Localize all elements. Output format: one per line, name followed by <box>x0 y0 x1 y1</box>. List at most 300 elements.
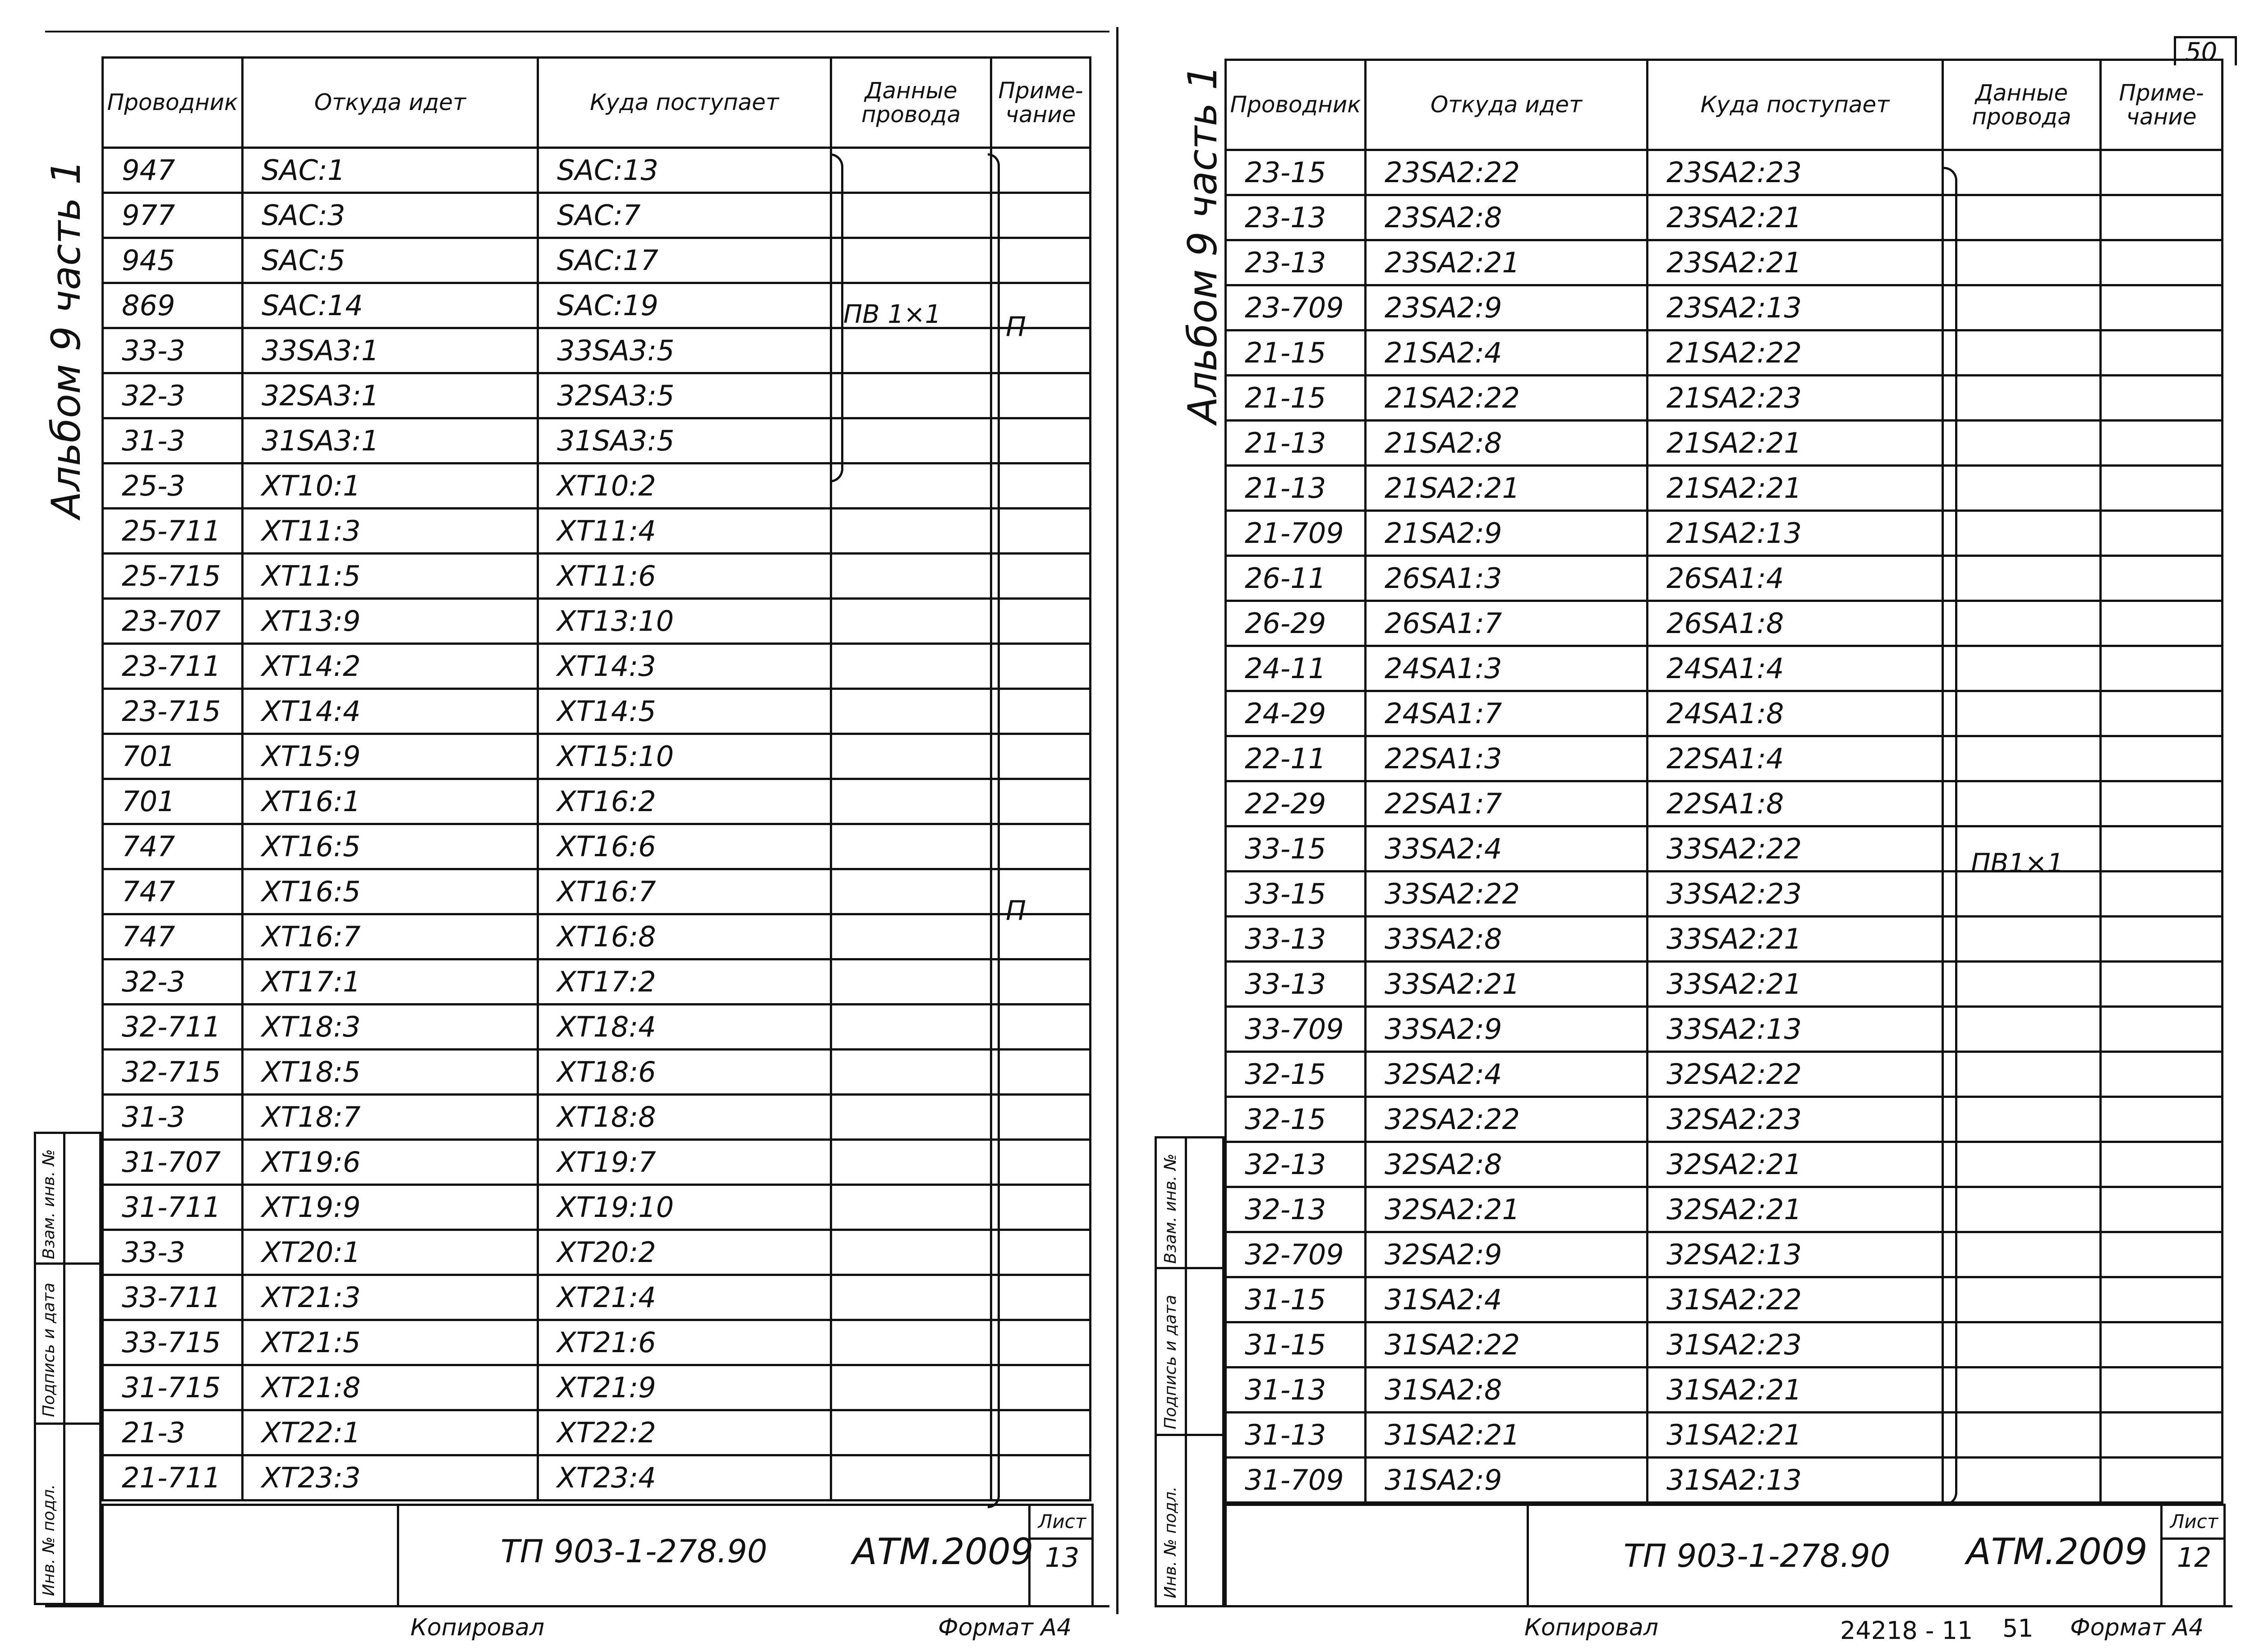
cell-from: 32SA2:8 <box>1366 1142 1648 1187</box>
table-row <box>1226 1007 2223 1052</box>
cell-data <box>1943 962 2101 1007</box>
cell-from: XT16:1 <box>243 779 538 824</box>
cell-to: 26SA1:8 <box>1648 601 1943 646</box>
cell-from: XT18:3 <box>243 1005 538 1050</box>
cell-note <box>991 1095 1091 1140</box>
header-from-right: Откуда идет <box>1366 60 1648 150</box>
table-row <box>103 869 1091 914</box>
header-from: Откуда идет <box>243 58 538 148</box>
cell-note <box>2101 1322 2223 1367</box>
album-caption-right: Альбом 9 часть 1 <box>1179 64 1226 424</box>
cell-from: 33SA2:21 <box>1366 962 1648 1007</box>
cell-note <box>2101 917 2223 962</box>
cell-wire: 701 <box>103 734 243 779</box>
cell-data <box>831 1365 991 1410</box>
table-row <box>1226 826 2223 872</box>
cell-to: XT21:4 <box>538 1275 831 1320</box>
cell-from: 31SA2:8 <box>1366 1367 1648 1413</box>
header-data: Данные провода <box>831 58 991 148</box>
cell-to: 31SA2:21 <box>1648 1367 1943 1413</box>
sheet-box-right <box>2160 1506 2226 1605</box>
sign-date-label: Подпись и дата <box>40 1282 58 1417</box>
table-row <box>103 328 1091 373</box>
cell-note <box>2101 1413 2223 1458</box>
cell-data <box>1943 240 2101 285</box>
cell-note <box>2101 240 2223 285</box>
cell-from: 33SA2:22 <box>1366 872 1648 917</box>
cell-wire: 33-715 <box>103 1320 243 1365</box>
cell-wire: 31-15 <box>1226 1277 1366 1322</box>
cell-from: 33SA2:8 <box>1366 917 1648 962</box>
cell-to: XT14:5 <box>538 689 831 734</box>
cell-from: XT17:1 <box>243 959 538 1005</box>
cell-to: XT16:6 <box>538 824 831 869</box>
cell-to: XT11:4 <box>538 509 831 554</box>
table-row <box>103 824 1091 869</box>
table-row <box>1226 1367 2223 1413</box>
cell-from: 21SA2:9 <box>1366 511 1648 556</box>
table-row <box>103 1185 1091 1230</box>
cell-to: 33SA2:22 <box>1648 826 1943 872</box>
doc-number-right: ТП 903-1-278.90 <box>1624 1537 1891 1574</box>
cell-from: XT14:2 <box>243 644 538 689</box>
cell-from: 22SA1:3 <box>1366 736 1648 781</box>
cell-wire: 21-709 <box>1226 511 1366 556</box>
cell-note <box>991 1185 1091 1230</box>
table-row <box>1226 421 2223 466</box>
cell-wire: 21-15 <box>1226 330 1366 376</box>
table-row <box>103 1230 1091 1275</box>
cell-to: 23SA2:23 <box>1648 150 1943 195</box>
cell-note <box>2101 150 2223 195</box>
cell-from: 32SA2:22 <box>1366 1097 1648 1142</box>
table-row <box>1226 195 2223 240</box>
cell-from: XT11:5 <box>243 554 538 599</box>
table-row <box>103 1365 1091 1410</box>
cell-data <box>831 509 991 554</box>
table-row <box>103 1095 1091 1140</box>
cell-from: 22SA1:7 <box>1366 781 1648 826</box>
cell-note <box>2101 285 2223 330</box>
cell-wire: 21-13 <box>1226 421 1366 466</box>
cell-from: 33SA2:4 <box>1366 826 1648 872</box>
copied-left: Копировал <box>410 1614 545 1641</box>
cell-from: 32SA2:21 <box>1366 1187 1648 1232</box>
cell-from: 23SA2:8 <box>1366 195 1648 240</box>
cell-note <box>2101 195 2223 240</box>
cell-from: XT16:5 <box>243 824 538 869</box>
cell-from: XT16:7 <box>243 914 538 959</box>
cell-data <box>1943 691 2101 736</box>
code-right: АТМ.2009 <box>1966 1531 2148 1573</box>
cell-wire: 32-709 <box>1226 1232 1366 1277</box>
brace-note-1 <box>988 153 1000 1508</box>
cell-note <box>991 599 1091 644</box>
cell-data <box>831 1185 991 1230</box>
cell-to: 33SA3:5 <box>538 328 831 373</box>
cell-wire: 977 <box>103 193 243 238</box>
cell-note <box>2101 1142 2223 1187</box>
format-left: Формат А4 <box>938 1614 1072 1641</box>
cell-wire: 23-13 <box>1226 240 1366 285</box>
cell-data <box>1943 1052 2101 1097</box>
cell-from: SAC:3 <box>243 193 538 238</box>
cell-to: XT19:10 <box>538 1185 831 1230</box>
top-border <box>45 31 1109 32</box>
cell-from: XT19:9 <box>243 1185 538 1230</box>
cell-wire: 32-3 <box>103 959 243 1005</box>
cell-to: 21SA2:21 <box>1648 421 1943 466</box>
cell-note <box>2101 962 2223 1007</box>
cell-to: 21SA2:21 <box>1648 466 1943 511</box>
table-row <box>103 418 1091 463</box>
cell-wire: 947 <box>103 148 243 193</box>
inv-sub-label-right: Инв. № подл. <box>1161 1486 1180 1598</box>
cell-from: XT21:3 <box>243 1275 538 1320</box>
cell-to: 31SA2:23 <box>1648 1322 1943 1367</box>
header-data-right: Данные провода <box>1943 60 2101 150</box>
cell-to: XT18:4 <box>538 1005 831 1050</box>
table-row <box>1226 962 2223 1007</box>
cell-wire: 33-711 <box>103 1275 243 1320</box>
cell-data <box>1943 1232 2101 1277</box>
cell-data <box>831 959 991 1005</box>
format-right: Формат А4 <box>2070 1614 2204 1641</box>
cell-data <box>1943 376 2101 421</box>
cell-from: 23SA2:9 <box>1366 285 1648 330</box>
cell-data <box>831 869 991 914</box>
cell-to: 22SA1:8 <box>1648 781 1943 826</box>
cell-note <box>991 418 1091 463</box>
cell-to: SAC:7 <box>538 193 831 238</box>
cell-wire: 747 <box>103 869 243 914</box>
cell-data <box>1943 1458 2101 1503</box>
cell-to: 23SA2:21 <box>1648 240 1943 285</box>
cell-data <box>831 689 991 734</box>
cell-to: 24SA1:4 <box>1648 646 1943 691</box>
wire-data-right: ПВ1×1 <box>1971 848 2064 878</box>
cell-note <box>2101 781 2223 826</box>
cell-wire: 33-13 <box>1226 962 1366 1007</box>
cell-to: XT16:2 <box>538 779 831 824</box>
cell-data <box>831 148 991 193</box>
swap-inv-label: Взам. инв. № <box>40 1149 58 1259</box>
cell-from: XT21:5 <box>243 1320 538 1365</box>
cell-from: 32SA2:9 <box>1366 1232 1648 1277</box>
header-note: Приме- чание <box>991 58 1091 148</box>
header-to: Куда поступает <box>538 58 831 148</box>
cell-from: 26SA1:3 <box>1366 556 1648 601</box>
cell-data <box>1943 285 2101 330</box>
cell-note <box>991 509 1091 554</box>
cell-data <box>831 1455 991 1501</box>
cell-from: 31SA2:21 <box>1366 1413 1648 1458</box>
cell-from: XT22:1 <box>243 1410 538 1455</box>
cell-wire: 747 <box>103 824 243 869</box>
cell-wire: 24-29 <box>1226 691 1366 736</box>
cell-to: 32SA2:23 <box>1648 1097 1943 1142</box>
table-row <box>103 554 1091 599</box>
cell-wire: 23-13 <box>1226 195 1366 240</box>
cell-to: XT20:2 <box>538 1230 831 1275</box>
table-row <box>103 238 1091 283</box>
cell-to: XT10:2 <box>538 463 831 509</box>
cell-data <box>1943 736 2101 781</box>
cell-wire: 32-711 <box>103 1005 243 1050</box>
cell-note <box>2101 646 2223 691</box>
table-row <box>103 959 1091 1005</box>
cell-wire: 32-15 <box>1226 1052 1366 1097</box>
cell-from: 24SA1:7 <box>1366 691 1648 736</box>
table-row <box>1226 601 2223 646</box>
cell-note <box>991 1455 1091 1501</box>
note-left-2: П <box>1006 895 1026 927</box>
cell-wire: 22-29 <box>1226 781 1366 826</box>
cell-data <box>1943 1277 2101 1322</box>
cell-data <box>1943 421 2101 466</box>
cell-to: XT16:7 <box>538 869 831 914</box>
cell-wire: 32-13 <box>1226 1142 1366 1187</box>
cell-from: 23SA2:22 <box>1366 150 1648 195</box>
cell-data <box>831 1275 991 1320</box>
cell-note <box>2101 872 2223 917</box>
cell-from: SAC:5 <box>243 238 538 283</box>
cell-note <box>2101 1232 2223 1277</box>
cell-wire: 31-13 <box>1226 1367 1366 1413</box>
table-row <box>1226 872 2223 917</box>
cell-to: 31SA2:13 <box>1648 1458 1943 1503</box>
table-body-left <box>103 148 1091 1501</box>
header-to-right: Куда поступает <box>1648 60 1943 150</box>
table-row <box>1226 736 2223 781</box>
cell-data <box>831 328 991 373</box>
cell-wire: 33-3 <box>103 328 243 373</box>
cell-data <box>1943 781 2101 826</box>
cell-data <box>831 238 991 283</box>
cell-from: XT18:7 <box>243 1095 538 1140</box>
header-note-right: Приме- чание <box>2101 60 2223 150</box>
sheet-number-left: 13 <box>1045 1542 1080 1574</box>
cell-to: XT19:7 <box>538 1140 831 1185</box>
cell-wire: 23-711 <box>103 644 243 689</box>
table-row <box>1226 466 2223 511</box>
cell-data <box>1943 556 2101 601</box>
cell-to: 31SA2:22 <box>1648 1277 1943 1322</box>
cell-note <box>991 554 1091 599</box>
table-row <box>103 779 1091 824</box>
cell-note <box>2101 1052 2223 1097</box>
cell-from: 21SA2:4 <box>1366 330 1648 376</box>
table-row <box>103 463 1091 509</box>
table-row <box>103 283 1091 328</box>
cell-from: XT10:1 <box>243 463 538 509</box>
cell-wire: 26-11 <box>1226 556 1366 601</box>
cell-wire: 23-715 <box>103 689 243 734</box>
cell-note <box>991 193 1091 238</box>
order-page: 51 <box>2002 1614 2034 1643</box>
cell-note <box>2101 466 2223 511</box>
cell-wire: 31-13 <box>1226 1413 1366 1458</box>
cell-data <box>831 463 991 509</box>
note-left-1: П <box>1006 311 1026 343</box>
cell-from: 31SA2:4 <box>1366 1277 1648 1322</box>
cell-note <box>991 734 1091 779</box>
cell-note <box>991 779 1091 824</box>
table-row <box>103 914 1091 959</box>
cell-note <box>991 1140 1091 1185</box>
table-row <box>103 1455 1091 1501</box>
cell-to: 21SA2:13 <box>1648 511 1943 556</box>
table-row <box>1226 1322 2223 1367</box>
cell-data <box>1943 1413 2101 1458</box>
table-row <box>103 734 1091 779</box>
cell-note <box>2101 511 2223 556</box>
cell-to: 23SA2:21 <box>1648 195 1943 240</box>
cell-note <box>2101 1187 2223 1232</box>
table-row <box>103 599 1091 644</box>
table-row <box>1226 1458 2223 1503</box>
cell-to: XT13:10 <box>538 599 831 644</box>
table-row <box>103 1140 1091 1185</box>
sheet-number-right: 12 <box>2177 1542 2212 1574</box>
cell-from: 23SA2:21 <box>1366 240 1648 285</box>
cell-data <box>831 1230 991 1275</box>
cell-note <box>991 1230 1091 1275</box>
cell-wire: 21-711 <box>103 1455 243 1501</box>
cell-data <box>1943 330 2101 376</box>
table-row <box>1226 691 2223 736</box>
cell-note <box>2101 601 2223 646</box>
cell-data <box>831 734 991 779</box>
side-stamp-right <box>1155 1136 1224 1607</box>
cell-data <box>1943 917 2101 962</box>
cell-wire: 33-3 <box>103 1230 243 1275</box>
cell-from: XT15:9 <box>243 734 538 779</box>
cell-note <box>2101 376 2223 421</box>
cell-note <box>2101 1367 2223 1413</box>
cell-from: 33SA2:9 <box>1366 1007 1648 1052</box>
cell-data <box>1943 195 2101 240</box>
cell-wire: 33-709 <box>1226 1007 1366 1052</box>
cell-note <box>2101 691 2223 736</box>
cell-data <box>831 914 991 959</box>
cell-wire: 945 <box>103 238 243 283</box>
table-row <box>103 1275 1091 1320</box>
doc-number-left: ТП 903-1-278.90 <box>501 1533 768 1570</box>
table-row <box>1226 1187 2223 1232</box>
cell-to: XT21:9 <box>538 1365 831 1410</box>
cell-note <box>2101 556 2223 601</box>
cell-note <box>991 148 1091 193</box>
cell-from: 31SA3:1 <box>243 418 538 463</box>
cell-to: XT11:6 <box>538 554 831 599</box>
cell-data <box>831 418 991 463</box>
cell-to: 26SA1:4 <box>1648 556 1943 601</box>
cell-data <box>831 1095 991 1140</box>
table-row <box>103 148 1091 193</box>
cell-from: 31SA2:22 <box>1366 1322 1648 1367</box>
cell-from: 21SA2:21 <box>1366 466 1648 511</box>
cell-wire: 31-707 <box>103 1140 243 1185</box>
cell-note <box>2101 826 2223 872</box>
sheet-box-left <box>1028 1506 1094 1605</box>
sheet-right <box>1118 0 2232 1652</box>
cell-wire: 33-15 <box>1226 826 1366 872</box>
cell-data <box>831 824 991 869</box>
cell-data <box>1943 150 2101 195</box>
cell-wire: 21-13 <box>1226 466 1366 511</box>
cell-to: 33SA2:21 <box>1648 962 1943 1007</box>
cell-wire: 25-715 <box>103 554 243 599</box>
cell-note <box>2101 1097 2223 1142</box>
cell-wire: 701 <box>103 779 243 824</box>
cell-note <box>2101 421 2223 466</box>
cell-wire: 22-11 <box>1226 736 1366 781</box>
cell-to: 31SA3:5 <box>538 418 831 463</box>
cell-note <box>991 644 1091 689</box>
cell-from: 26SA1:7 <box>1366 601 1648 646</box>
cell-to: XT22:2 <box>538 1410 831 1455</box>
cell-to: XT14:3 <box>538 644 831 689</box>
table-row <box>103 1005 1091 1050</box>
wire-table-right <box>1224 59 2223 1504</box>
table-row <box>1226 1052 2223 1097</box>
table-body-right <box>1226 150 2223 1503</box>
cell-from: XT20:1 <box>243 1230 538 1275</box>
cell-note <box>2101 1458 2223 1503</box>
cell-wire: 869 <box>103 283 243 328</box>
cell-from: 32SA2:4 <box>1366 1052 1648 1097</box>
cell-wire: 25-711 <box>103 509 243 554</box>
cell-note <box>991 373 1091 418</box>
cell-wire: 23-15 <box>1226 150 1366 195</box>
table-row <box>1226 376 2223 421</box>
cell-from: XT13:9 <box>243 599 538 644</box>
table-row <box>1226 1232 2223 1277</box>
cell-data <box>831 779 991 824</box>
table-row <box>1226 511 2223 556</box>
sheet-label-left: Лист <box>1031 1506 1094 1540</box>
table-row <box>1226 1097 2223 1142</box>
table-row <box>103 373 1091 418</box>
album-caption: Альбом 9 часть 1 <box>43 159 89 519</box>
cell-data <box>1943 1142 2101 1187</box>
cell-note <box>991 1050 1091 1095</box>
table-row <box>1226 917 2223 962</box>
cell-to: 23SA2:13 <box>1648 285 1943 330</box>
title-block-right <box>1224 1504 2226 1607</box>
table-row <box>1226 1277 2223 1322</box>
cell-to: 32SA2:13 <box>1648 1232 1943 1277</box>
copied-right: Копировал <box>1524 1614 1659 1641</box>
table-row <box>1226 1413 2223 1458</box>
cell-from: 33SA3:1 <box>243 328 538 373</box>
cell-wire: 31-711 <box>103 1185 243 1230</box>
code-left: АТМ.2009 <box>852 1531 1034 1573</box>
cell-data <box>831 1005 991 1050</box>
cell-note <box>2101 736 2223 781</box>
wire-data-left: ПВ 1×1 <box>843 300 941 329</box>
cell-data <box>831 1050 991 1095</box>
cell-wire: 31-15 <box>1226 1322 1366 1367</box>
cell-note <box>2101 1277 2223 1322</box>
table-row <box>1226 240 2223 285</box>
cell-from: XT18:5 <box>243 1050 538 1095</box>
table-row <box>103 1050 1091 1095</box>
table-row <box>1226 556 2223 601</box>
table-row <box>1226 285 2223 330</box>
cell-note <box>991 1320 1091 1365</box>
